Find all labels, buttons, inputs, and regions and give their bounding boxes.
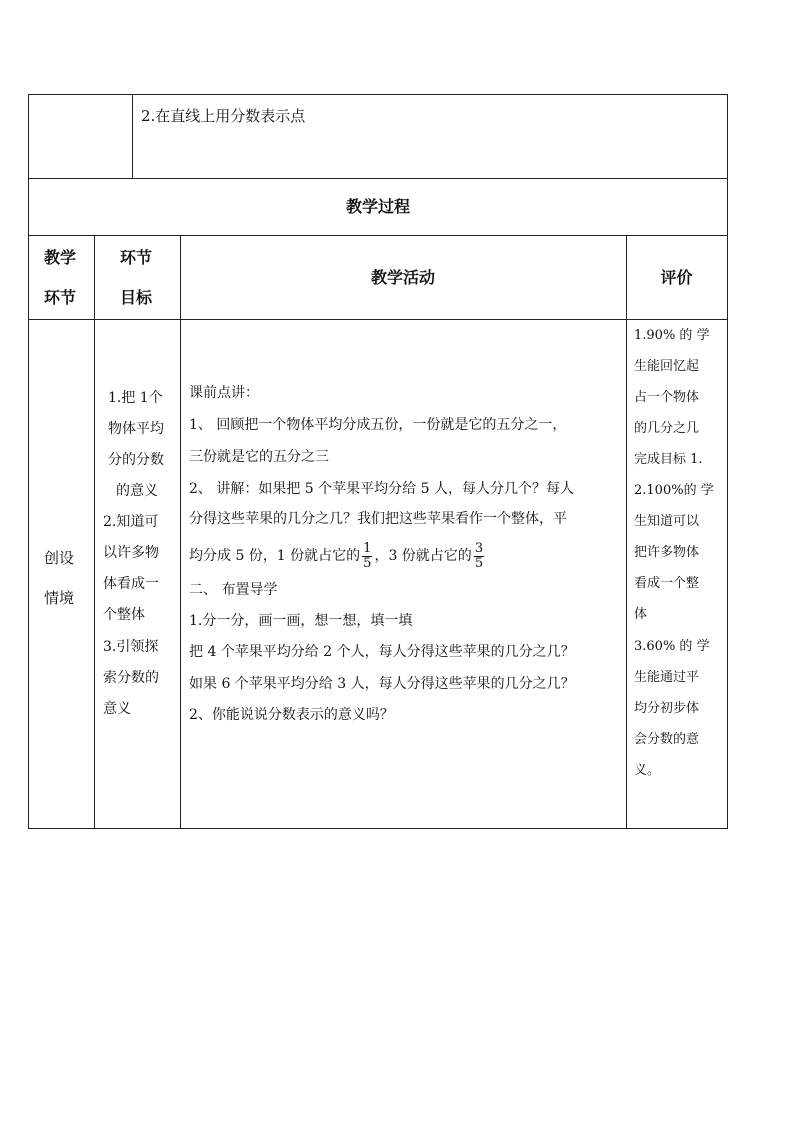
activity-line: 如果 6 个苹果平均分给 3 人，每人分得这些苹果的几分之几？ <box>189 676 575 692</box>
fraction-denominator: 5 <box>474 555 484 571</box>
evaluation-line: 1.90% 的 学 <box>634 328 710 343</box>
evaluation-line: 生知道可以 <box>634 514 700 529</box>
activity-line6-a: 均分成 5 份，1 份就占它的 <box>189 548 361 564</box>
fraction-numerator: 1 <box>363 540 372 556</box>
evaluation-line: 生能通过平 <box>634 670 700 685</box>
goal-line: 意义 <box>103 701 131 717</box>
activity-line: 1.分一分，画一画，想一想，填一填 <box>189 613 413 629</box>
section-title: 教学过程 <box>345 197 410 216</box>
title-row-bottom-border <box>28 235 728 236</box>
activity-line: 二、 布置导学 <box>189 582 278 598</box>
evaluation-line: 的几分之几 <box>634 421 700 436</box>
fraction-numerator: 3 <box>474 540 484 556</box>
goal-line: 个整体 <box>103 607 145 623</box>
header-row-bottom-border <box>28 319 728 320</box>
col2-divider <box>180 235 181 829</box>
header-activity: 教学活动 <box>370 268 435 287</box>
activity-line: 分得这些苹果的几分之几？我们把这些苹果看作一个整体，平 <box>189 511 567 527</box>
header-evaluation: 评价 <box>660 268 693 287</box>
evaluation-line: 2.100%的 学 <box>634 483 714 498</box>
evaluation-line: 3.60% 的 学 <box>634 639 710 654</box>
evaluation-line: 生能回忆起 <box>634 359 700 374</box>
goal-line: 1.把 1个 <box>108 390 163 406</box>
goal-line: 分的分数 <box>108 452 164 468</box>
goal-line: 物体平均 <box>108 421 164 437</box>
top-row-text: 2.在直线上用分数表示点 <box>141 107 306 125</box>
goal-line: 3.引领探 <box>103 639 159 655</box>
evaluation-line: 体 <box>634 607 648 622</box>
col1-divider <box>94 235 95 829</box>
stage-line1: 创设 <box>44 549 75 567</box>
stage-line2: 情境 <box>44 589 75 607</box>
row1-bottom-border <box>28 178 728 179</box>
col3-divider <box>626 235 627 829</box>
header-stage-line2: 环节 <box>44 288 77 307</box>
activity-line: 2、 讲解：如果把 5 个苹果平均分给 5 人，每人分几个？每人 <box>189 481 574 497</box>
activity-line6-b: ，3 份就占它的 <box>374 548 472 564</box>
row1-divider <box>132 94 133 179</box>
activity-line: 2、你能说说分数表示的意义吗？ <box>189 707 394 723</box>
goal-line: 的意义 <box>116 483 158 499</box>
activity-line: 把 4 个苹果平均分给 2 个人，每人分得这些苹果的几分之几？ <box>189 644 575 660</box>
goal-line: 2.知道可 <box>103 514 159 530</box>
header-goal-line1: 环节 <box>120 248 153 267</box>
header-stage-line1: 教学 <box>44 248 77 267</box>
table-bottom-border <box>28 828 728 829</box>
fraction-one-fifth <box>362 542 372 571</box>
evaluation-line: 把许多物体 <box>634 545 700 560</box>
activity-line: 三份就是它的五分之三 <box>189 449 329 465</box>
goal-line: 体看成一 <box>103 576 159 592</box>
evaluation-line: 占一个物体 <box>634 390 700 405</box>
activity-line: 1、 回顾把一个物体平均分成五份，一份就是它的五分之一， <box>189 417 567 433</box>
table-top-border <box>28 94 728 95</box>
fraction-denominator: 5 <box>363 555 372 571</box>
evaluation-line: 义。 <box>634 763 661 778</box>
evaluation-line: 完成目标 1. <box>634 452 703 467</box>
goal-line: 以许多物 <box>103 545 159 561</box>
goal-line: 索分数的 <box>103 670 159 686</box>
fraction-three-fifths <box>474 542 484 571</box>
header-goal-line2: 目标 <box>120 288 153 307</box>
activity-line: 课前点讲： <box>189 385 259 401</box>
evaluation-line: 会分数的意 <box>634 732 700 747</box>
evaluation-line: 看成一个整 <box>634 576 700 591</box>
evaluation-line: 均分初步体 <box>634 701 700 716</box>
activity-line-with-fractions <box>189 538 486 574</box>
